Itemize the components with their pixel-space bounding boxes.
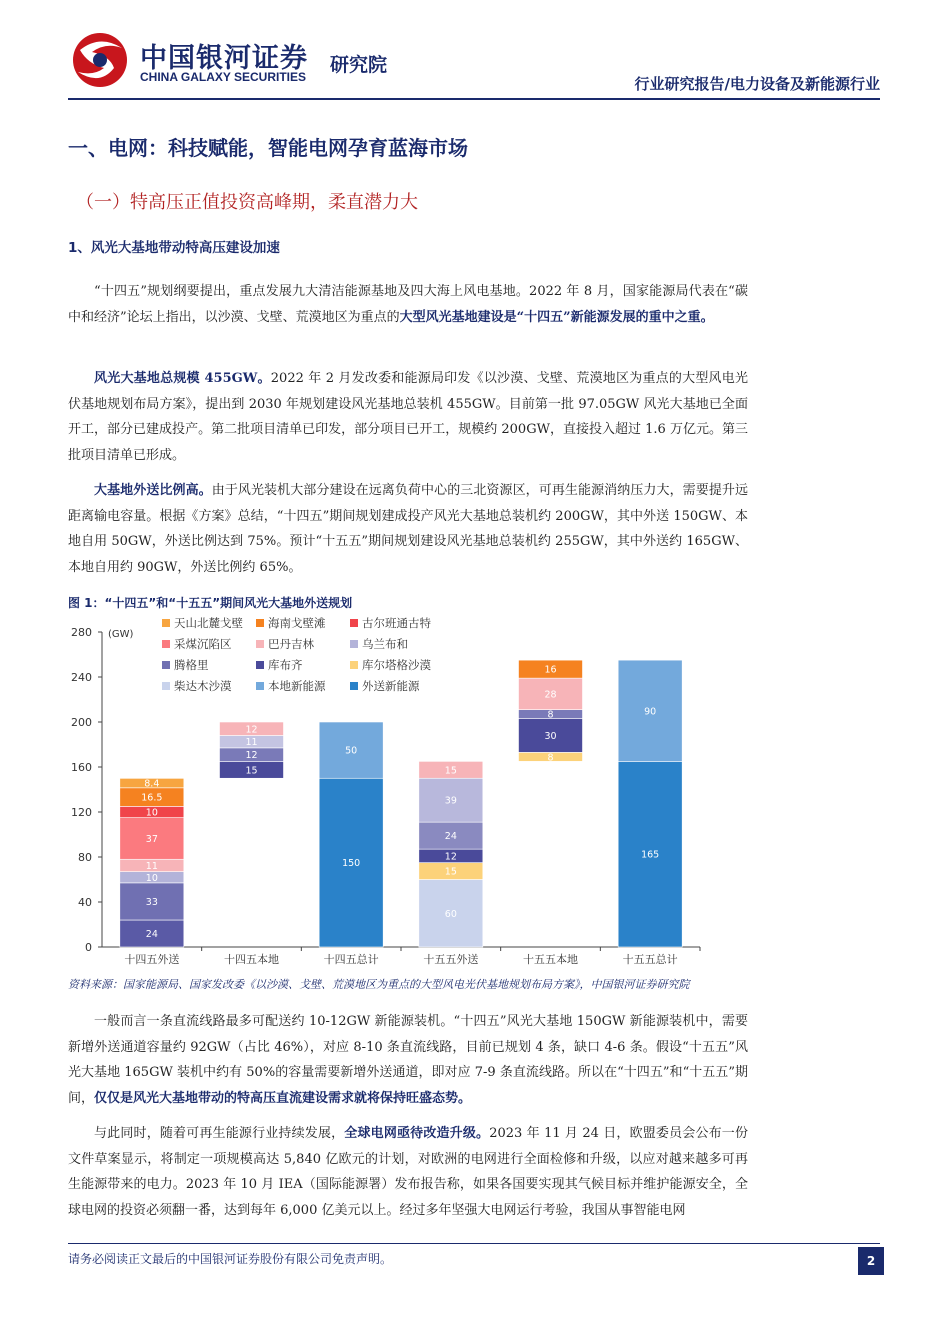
- legend-label: 腾格里: [174, 658, 209, 672]
- legend-label: 柴达木沙漠: [174, 679, 232, 693]
- paragraph-3-text: 由于风光装机大部分建设在远离负荷中心的三北资源区，可再生能源消纳压力大，需要提升远距离输电容量。根据《方案》总结，“十四五”期间规划建成投产风光大基地总装机约 200GW，其中外送 150GW、本地自用 50GW，外送比例达到 75%。预计“十五五”期间规划建设风光基地总装机约 255GW，其中外送约 165GW、本地自用约 90GW，外送比例约 65%。: [68, 483, 748, 575]
- legend-swatch: [350, 640, 358, 648]
- figure-source: 资料来源：国家能源局、国家发改委《以沙漠、戈壁、荒漠地区为重点的大型风电光伏基地规划布局方案》，中国银河证券研究院: [68, 978, 690, 991]
- bar-value-label: 15: [444, 866, 457, 878]
- x-tick-label: 十四五总计: [323, 953, 379, 966]
- paragraph-2: [68, 366, 748, 468]
- y-tick-label: 160: [71, 761, 92, 774]
- bar-value-label: 11: [145, 860, 158, 872]
- bar-value-label: 15: [245, 765, 258, 777]
- legend-label: 本地新能源: [268, 679, 326, 693]
- x-tick-label: 十五五外送: [423, 953, 479, 966]
- paragraph-4-text: 一般而言一条直流线路最多可配送约 10-12GW 新能源装机。“十四五”风光大基地 150GW 新能源装机中，需要新增外送通道容量约 92GW（占比 46%），对应 8-10 条直流线路，目前已规划 4 条，缺口 4-6 条。假设“十五五”风光大基地 165GW 装机中约有 50%的容量需要新增外送通道，即对应 7-9 条直流线路。所以在“十四五”和“十五五”期间，: [68, 1014, 748, 1106]
- bar-value-label: 24: [444, 831, 457, 843]
- legend-label: 外送新能源: [362, 679, 420, 693]
- y-axis-unit: (GW): [108, 629, 134, 640]
- y-tick-label: 80: [78, 851, 92, 864]
- bar-value-label: 16.5: [141, 792, 163, 804]
- legend-label: 库布齐: [268, 658, 303, 672]
- paragraph-3-bold: 大基地外送比例高。: [94, 483, 212, 498]
- paragraph-5-bold: 全球电网亟待改造升级。: [344, 1126, 490, 1141]
- bar-value-label: 10: [145, 872, 158, 884]
- bar-value-label: 150: [342, 858, 361, 870]
- x-tick-label: 十四五本地: [224, 953, 279, 966]
- section-heading-2: （一）特高压正值投资高峰期，柔直潜力大: [76, 192, 418, 213]
- bar-value-label: 8: [547, 709, 554, 721]
- paragraph-4-bold: 仅仅是风光大基地带动的特高压直流建设需求就将保持旺盛态势。: [94, 1090, 472, 1106]
- company-name-cn: 中国银河证券: [140, 43, 308, 74]
- x-tick-label: 十五五总计: [622, 953, 678, 966]
- legend-swatch: [162, 682, 170, 690]
- footer-disclaimer: 请务必阅读正文最后的中国银河证券股份有限公司免责声明。: [68, 1252, 393, 1266]
- bar-value-label: 24: [145, 929, 158, 940]
- paragraph-3: [68, 478, 748, 580]
- bar-value-label: 39: [444, 795, 457, 807]
- legend-swatch: [162, 640, 170, 648]
- bar-value-label: 12: [444, 851, 457, 863]
- legend-label: 乌兰布和: [362, 637, 408, 651]
- legend-label: 采煤沉陷区: [174, 637, 232, 651]
- y-tick-label: 280: [71, 626, 92, 639]
- legend-swatch: [162, 619, 170, 627]
- y-tick-label: 120: [71, 806, 92, 819]
- paragraph-1: [68, 279, 748, 330]
- bar-value-label: 8.4: [144, 778, 160, 790]
- bar-value-label: 11: [245, 737, 258, 749]
- legend-swatch: [162, 661, 170, 669]
- legend-label: 天山北麓戈壁: [174, 616, 243, 630]
- bar-value-label: 15: [444, 765, 457, 777]
- bar-value-label: 10: [145, 807, 158, 819]
- report-category: 行业研究报告/电力设备及新能源行业: [634, 75, 880, 93]
- legend-label: 库尔塔格沙漠: [362, 658, 431, 672]
- page-number: 2: [858, 1247, 884, 1275]
- bar-value-label: 8: [547, 752, 554, 764]
- legend-label: 海南戈壁滩: [268, 616, 326, 630]
- bar-value-label: 33: [145, 896, 158, 908]
- paragraph-2-bold: 风光大基地总规模 455GW。: [94, 371, 271, 386]
- page-header: [0, 0, 950, 100]
- legend-swatch: [350, 619, 358, 627]
- bar-value-label: 90: [644, 706, 657, 718]
- legend-label: 古尔班通古特: [362, 616, 431, 630]
- institute-label: 研究院: [330, 54, 388, 76]
- bar-value-label: 28: [544, 689, 557, 701]
- y-tick-label: 200: [71, 716, 92, 729]
- paragraph-5-text-b: 2023 年 11 月 24 日，欧盟委员会公布一份文件草案显示，将制定一项规模高达 5,840 亿欧元的计划，对欧洲的电网进行全面检修和升级，以应对越来越多可再生能源带来的电力。2023 年 10 月 IEA（国际能源署）发布报告称，如果各国要实现其气候目标并维护能源安全，全球电网的投资必须翻一番，达到每年 6,000 亿美元以上。经过多年坚强大电网运行考验，我国从事智能电网: [68, 1126, 748, 1218]
- paragraph-4: [68, 1009, 748, 1111]
- figure-title: 图 1：“十四五”和“十五五”期间风光大基地外送规划: [68, 596, 353, 610]
- header-divider: [68, 98, 880, 100]
- x-tick-label: 十四五外送: [124, 953, 180, 966]
- bar-value-label: 165: [641, 849, 660, 861]
- y-tick-label: 240: [71, 671, 92, 684]
- paragraph-1-bold: 大型风光基地建设是“十四五”新能源发展的重中之重。: [399, 309, 714, 325]
- paragraph-2-text: 2022 年 2 月发改委和能源局印发《以沙漠、戈壁、荒漠地区为重点的大型风电光伏基地规划布局方案》，提出到 2030 年规划建设风光基地总装机 455GW。目前第一批 97.05GW 风光大基地已全面开工，部分已建成投产。第二批项目清单已印发，部分项目已开工，规模约 200GW，直接投入超过 1.6 万亿元。第三批项目清单已形成。: [68, 371, 748, 463]
- y-tick-label: 40: [78, 896, 92, 909]
- section-heading-3: 1、风光大基地带动特高压建设加速: [68, 240, 280, 256]
- legend-swatch: [350, 661, 358, 669]
- galaxy-logo-icon: [66, 30, 136, 90]
- paragraph-1-text: “十四五”规划纲要提出，重点发展九大清洁能源基地及四大海上风电基地。2022 年 8 月，国家能源局代表在“碳中和经济”论坛上指出，以沙漠、戈壁、荒漠地区为重点的: [68, 284, 748, 325]
- bar-value-label: 12: [245, 750, 258, 762]
- legend-swatch: [256, 682, 264, 690]
- y-tick-label: 0: [85, 941, 92, 954]
- paragraph-5: [68, 1121, 748, 1223]
- bar-value-label: 12: [245, 724, 258, 736]
- legend-swatch: [256, 661, 264, 669]
- legend-swatch: [256, 640, 264, 648]
- section-heading-1: 一、电网：科技赋能，智能电网孕育蓝海市场: [68, 136, 468, 160]
- bar-value-label: 50: [345, 745, 358, 757]
- bar-value-label: 16: [544, 664, 557, 676]
- paragraph-5-text: 与此同时，随着可再生能源行业持续发展，: [94, 1126, 345, 1141]
- bar-value-label: 30: [544, 731, 557, 742]
- company-name-en: CHINA GALAXY SECURITIES: [140, 70, 307, 84]
- stacked-bar-chart: [60, 612, 750, 970]
- legend-label: 巴丹吉林: [268, 637, 314, 651]
- x-tick-label: 十五五本地: [523, 953, 578, 966]
- legend-swatch: [350, 682, 358, 690]
- legend-swatch: [256, 619, 264, 627]
- bar-value-label: 60: [444, 908, 457, 920]
- footer-divider: [68, 1243, 880, 1244]
- bar-value-label: 37: [145, 833, 158, 845]
